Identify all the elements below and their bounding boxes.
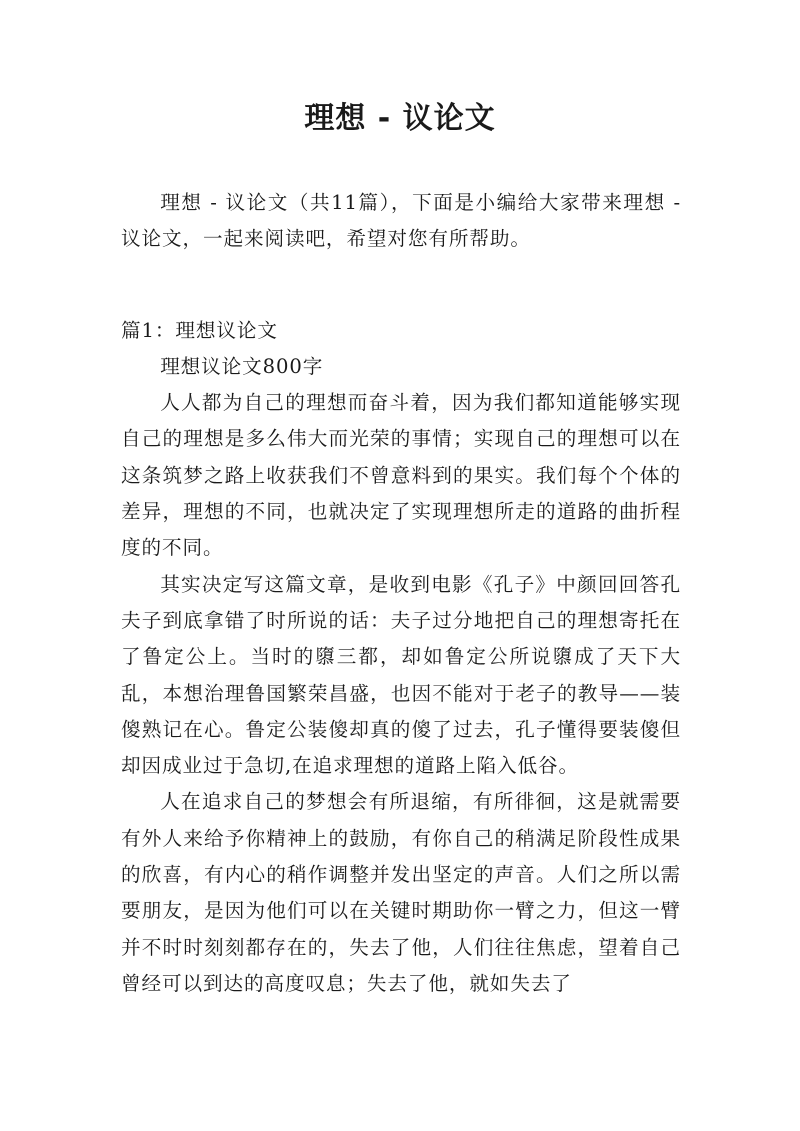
document-body [121,185,681,1002]
page-title: 理想 - 议论文 [304,101,496,136]
body-paragraph-3: 人在追求自己的梦想会有所退缩，有所徘徊，这是就需要有外人来给予你精神上的鼓励，有你自己的稍满足阶段性成果的欣喜，有内心的稍作调整并发出坚定的声音。人们之所以需要朋友，是因为他们可以在关键时期助你一臂之力，但这一臂并不时时刻刻都存在的，失去了他，人们往往焦虑，望着自己曾经可以到达的高度叹息；失去了他，就如失去了 [121,790,681,995]
section-subheading: 理想议论文800字 [160,354,324,378]
section-heading: 篇1：理想议论文 [121,318,278,342]
body-paragraph-1: 人人都为自己的理想而奋斗着，因为我们都知道能够实现自己的理想是多么伟大而光荣的事情；实现自己的理想可以在这条筑梦之路上收获我们不曾意料到的果实。我们每个个体的差异，理想的不同，也就决定了实现理想所走的道路的曲折程度的不同。 [121,391,681,560]
body-paragraph-2: 其实决定写这篇文章，是收到电影《孔子》中颜回回答孔夫子到底拿错了时所说的话：夫子过分地把自己的理想寄托在了鲁定公上。当时的隳三都，却如鲁定公所说隳成了天下大乱，本想治理鲁国繁荣昌盛，也因不能对于老子的教导——装傻熟记在心。鲁定公装傻却真的傻了过去，孔子懂得要装傻但却因成业过于急切,在追求理想的道路上陷入低谷。 [121,572,681,778]
intro-paragraph: 理想 - 议论文（共11篇），下面是小编给大家带来理想 - 议论文，一起来阅读吧，希望对您有所帮助。 [121,191,681,251]
section-spacer [121,258,681,313]
